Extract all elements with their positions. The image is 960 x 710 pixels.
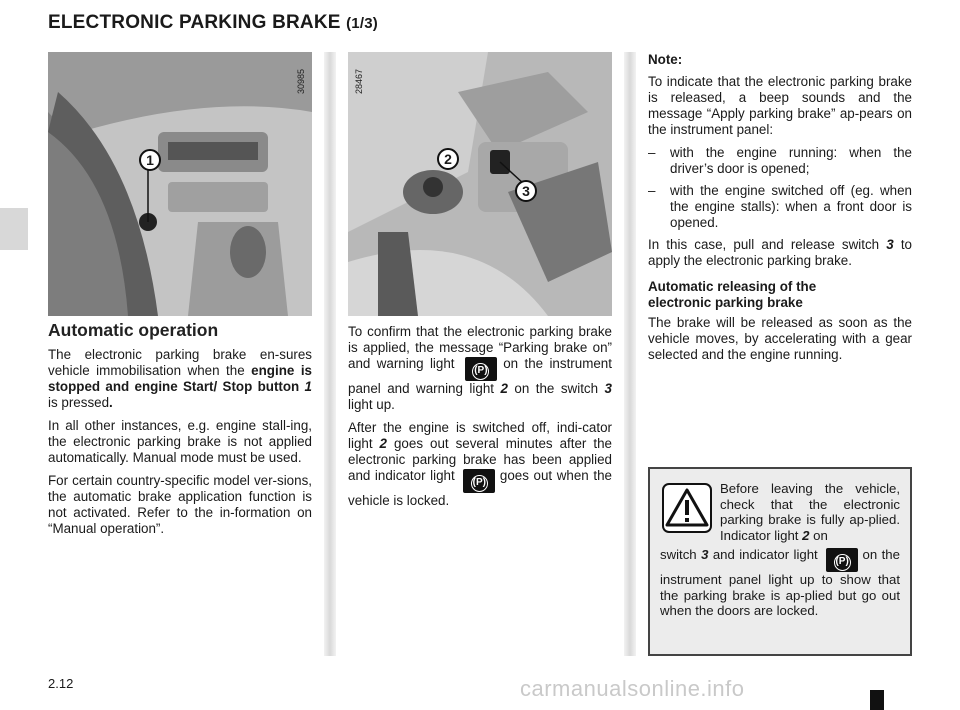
page-number: 2.12: [48, 676, 74, 691]
sub-heading: Automatic releasing of the electronic parking brake: [648, 279, 817, 310]
page-title: ELECTRONIC PARKING BRAKE (1/3): [48, 12, 378, 33]
parking-brake-warning-icon: (P): [465, 357, 497, 381]
list-item: – with the engine running: when the driver’s door is opened;: [648, 145, 912, 176]
warning-box: [648, 467, 912, 656]
page-edge-mark: [870, 690, 884, 710]
paragraph: The brake will be released as soon as the vehicle moves, by accelerating with a gear selected and the engine running.: [648, 315, 912, 362]
paragraph: To confirm that the electronic parking brake is applied, the message “Parking brake on” and warning light (P) on the instrument panel and warning light 2 on the switch 3 light up.: [348, 324, 612, 412]
paragraph: After the engine is switched off, indi-cator light 2 goes out several minutes after the electronic parking brake has been applied and indicator light (P) goes out when the vehicle is locked.: [348, 420, 612, 508]
paragraph: The electronic parking brake en-sures vehicle immobilisation when the engine is stopped and engine Start/ Stop button 1 is pressed.: [48, 347, 312, 410]
callout-2: 2: [437, 148, 459, 170]
parking-brake-warning-icon: (P): [463, 469, 495, 493]
photo-ref-right: 28467: [354, 68, 364, 94]
warning-text: switch 3 and indicator light (P) on the instrument panel light up to show that the parking brake is ap-plied but go out when the doors are locked.: [660, 547, 900, 618]
paragraph: To indicate that the electronic parking brake is released, a beep sounds and the message “Apply parking brake” ap-pears on the instrument panel:: [648, 74, 912, 137]
column-divider-1: [324, 52, 336, 656]
section-heading: Automatic operation: [48, 320, 219, 340]
watermark: carmanualsonline.info: [520, 676, 745, 701]
photo-ref-left: 30985: [296, 68, 306, 94]
note-section: [648, 52, 912, 370]
parking-brake-warning-icon: (P): [826, 548, 858, 572]
callout-1: 1: [139, 149, 161, 171]
note-heading: Note:: [648, 52, 683, 67]
automatic-operation-section: [48, 320, 312, 544]
warning-text: Before leaving the vehicle, check that the electronic parking brake is fully ap-plied. Indicator light 2 on: [720, 481, 900, 543]
list-item: – with the engine switched off (eg. when the engine stalls): when a front door is opened.: [648, 183, 912, 230]
paragraph: In this case, pull and release switch 3 to apply the electronic parking brake.: [648, 237, 912, 268]
section-tab: [0, 208, 28, 250]
callout-3: 3: [515, 180, 537, 202]
dashboard-photo: [48, 52, 312, 316]
console-photo: [348, 52, 612, 316]
column-divider-2: [624, 52, 636, 656]
confirmation-section: [348, 324, 612, 516]
paragraph: In all other instances, e.g. engine stall-ing, the electronic parking brake is not applied automatically. Manual mode must be used.: [48, 418, 312, 465]
warning-triangle-icon: [662, 483, 712, 533]
paragraph: For certain country-specific model ver-sions, the automatic brake application function is not activated. Refer to the in-formation on “Manual operation”.: [48, 473, 312, 536]
